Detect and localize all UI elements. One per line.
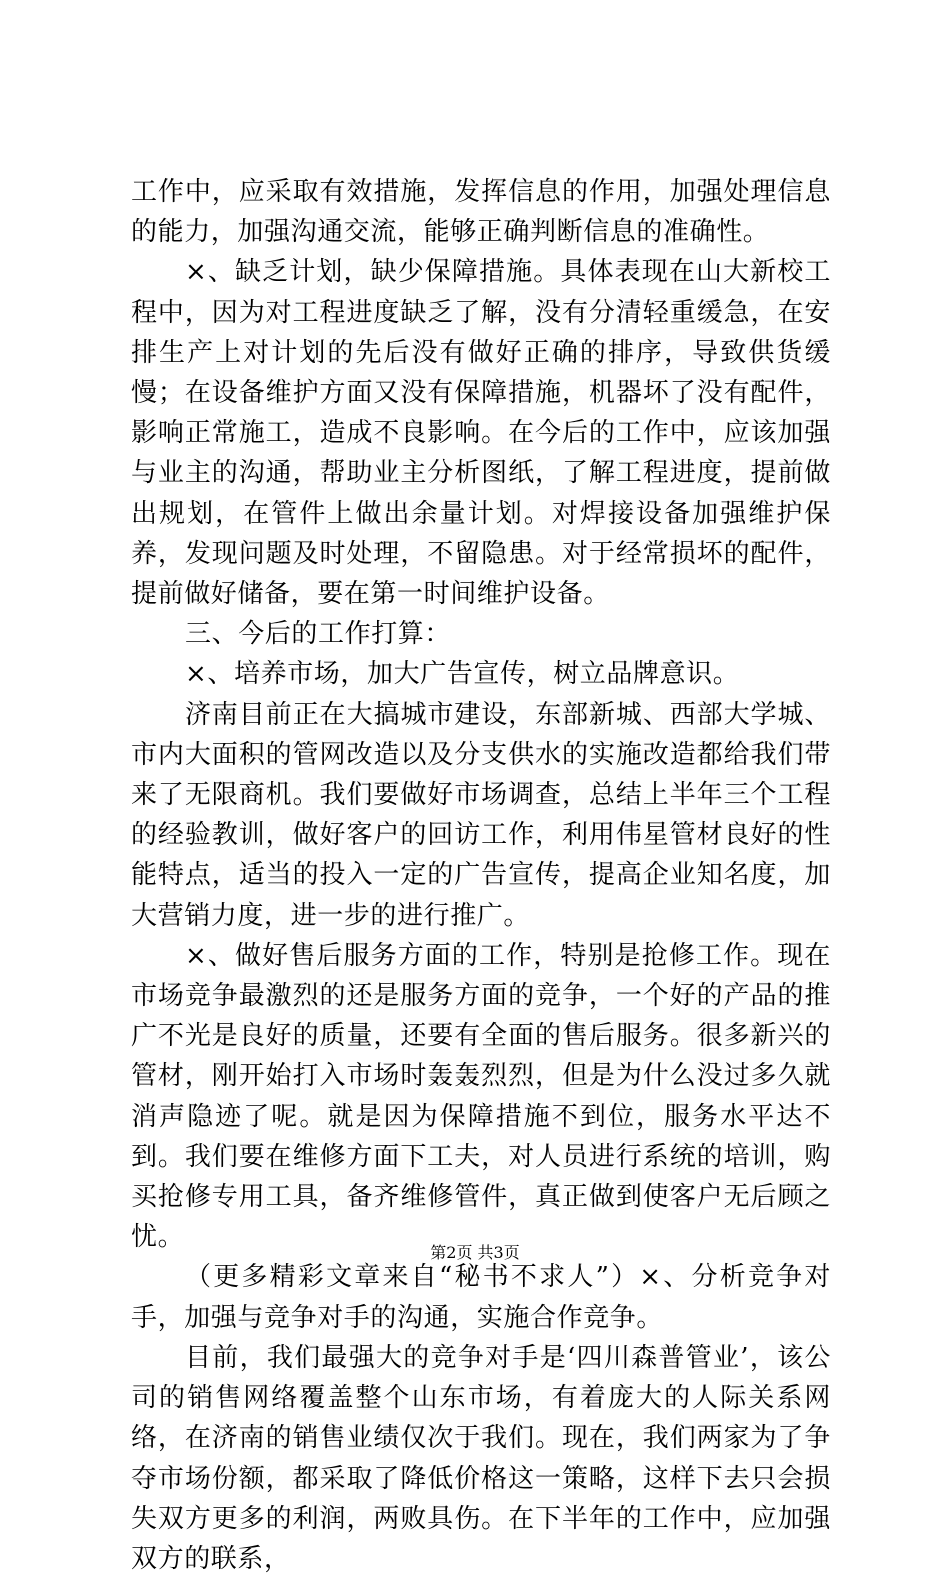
paragraph-jinan-construction: 济南目前正在大搞城市建设，东部新城、西部大学城、市内大面积的管网改造以及分支供水的实施改造都给我们带来了无限商机。我们要做好市场调查，总结上半年三个工程的经验教训，做好客户的回访工作，利用伟星管材良好的性能特点，适当的投入一定的广告宣传，提高企业知名度，加大营销力度，进一步的进行推广。 <box>131 699 831 931</box>
paragraph-lack-of-planning: ×、缺乏计划，缺少保障措施。具体表现在山大新校工程中，因为对工程进度缺乏了解，没有分清轻重缓急，在安排生产上对计划的先后没有做好正确的排序，导致供货缓慢；在设备维护方面又没有保障措施，机器坏了没有配件，影响正常施工，造成不良影响。在今后的工作中，应该加强与业主的沟通，帮助业主分析图纸，了解工程进度，提前做出规划，在管件上做出余量计划。对焊接设备加强维护保养，发现问题及时处理，不留隐患。对于经常损坏的配件，提前做好储备，要在第一时间维护设备。 <box>131 257 831 610</box>
paragraph-after-sales-service: ×、做好售后服务方面的工作，特别是抢修工作。现在市场竞争最激烈的还是服务方面的竞争，一个好的产品的推广不光是良好的质量，还要有全面的售后服务。很多新兴的管材，刚开始打入市场时轰轰烈烈，但是为什么没过多久就消声隐迹了呢。就是因为保障措施不到位，服务水平达不到。我们要在维修方面下工夫，对人员进行系统的培训，购买抢修专用工具，备齐维修管件，真正做到使客户无后顾之忧。 <box>131 940 831 1253</box>
paragraph-main-competitor: 目前，我们最强大的竞争对手是‘四川森普管业’，该公司的销售网络覆盖整个山东市场，有着庞大的人际关系网络，在济南的销售业绩仅次于我们。现在，我们两家为了争夺市场份额，都采取了降低价格这一策略，这样下去只会损失双方更多的利润，两败具伤。在下半年的工作中，应加强双方的联系， <box>131 1342 831 1574</box>
section-heading-future-plans: 三、今后的工作打算： <box>185 619 452 650</box>
paragraph-market-cultivation: ×、培养市场，加大广告宣传，树立品牌意识。 <box>185 659 740 690</box>
page-number-footer: 第2页 共3页 <box>430 1243 520 1262</box>
paragraph-continuation: 工作中，应采取有效措施，发挥信息的作用，加强处理信息的能力，加强沟通交流，能够正确判断信息的准确性。 <box>131 177 831 248</box>
document-body <box>131 172 831 1579</box>
paragraph-competitor-analysis: （更多精彩文章来自“秘书不求人”）×、分析竞争对手，加强与竞争对手的沟通，实施合作竞争。 <box>131 1262 831 1333</box>
